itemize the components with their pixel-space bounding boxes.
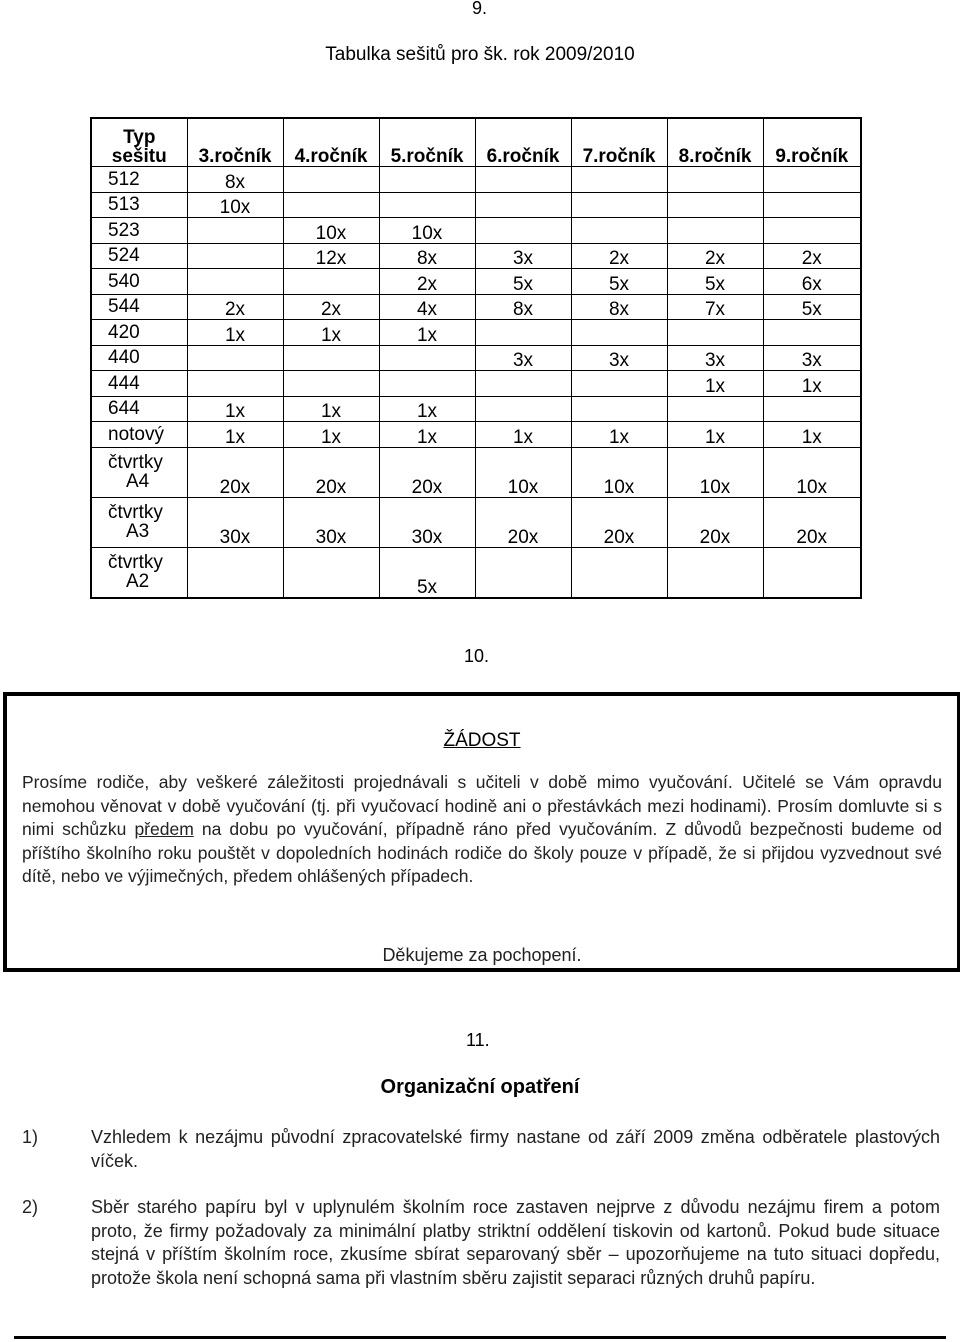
- quantity-cell: 1x: [475, 422, 571, 448]
- quantity-cell: 10x: [475, 447, 571, 497]
- quantity-cell: [379, 371, 475, 397]
- notebook-type-line2: A2: [126, 571, 150, 592]
- table-row: [91, 320, 861, 346]
- quantity-cell: [571, 167, 667, 193]
- quantity-cell: [283, 371, 379, 397]
- quantity-cell: 1x: [571, 422, 667, 448]
- quantity-cell: 2x: [667, 243, 763, 269]
- table-row: [91, 192, 861, 218]
- notebook-type-cell: [91, 447, 187, 497]
- quantity-cell: [667, 218, 763, 244]
- quantity-cell: [283, 192, 379, 218]
- quantity-cell: 3x: [475, 345, 571, 371]
- quantity-cell: 5x: [763, 294, 861, 320]
- notebook-table: [90, 117, 862, 599]
- quantity-cell: [475, 167, 571, 193]
- quantity-cell: 20x: [475, 497, 571, 547]
- header-grade: 5.ročník: [379, 118, 475, 167]
- request-text-part2: na dobu po vyučování, případně ráno před vyučováním. Z důvodů bezpečnosti budeme od příštího školního roku pouštět v dopoledních hodinách rodiče do školy pouze v případě, že si přijdou vyzvednout své dítě, nebo ve výjimečných, předem ohlášených případech.: [22, 819, 942, 886]
- quantity-cell: 1x: [187, 396, 283, 422]
- request-text: [22, 771, 942, 889]
- quantity-cell: 20x: [187, 447, 283, 497]
- quantity-cell: [763, 547, 861, 598]
- quantity-cell: 1x: [379, 396, 475, 422]
- measure-item-number: 1): [22, 1127, 39, 1147]
- notebook-type-cell: 644: [91, 396, 187, 422]
- quantity-cell: [571, 371, 667, 397]
- table-row: [91, 269, 861, 295]
- notebook-type-cell: 544: [91, 294, 187, 320]
- quantity-cell: 8x: [571, 294, 667, 320]
- quantity-cell: 4x: [379, 294, 475, 320]
- measure-item-1: [22, 1126, 940, 1173]
- quantity-cell: 8x: [475, 294, 571, 320]
- quantity-cell: 20x: [763, 497, 861, 547]
- quantity-cell: 3x: [763, 345, 861, 371]
- header-type-line1: Typ: [123, 127, 156, 148]
- bottom-rule: [14, 1336, 946, 1339]
- quantity-cell: [379, 167, 475, 193]
- quantity-cell: 5x: [667, 269, 763, 295]
- quantity-cell: 5x: [379, 547, 475, 598]
- notebook-type-cell: 540: [91, 269, 187, 295]
- measure-item-text: Vzhledem k nezájmu původní zpracovatelské firmy nastane od září 2009 změna odběratele plastových víček.: [91, 1127, 940, 1171]
- quantity-cell: 10x: [187, 192, 283, 218]
- quantity-cell: [667, 192, 763, 218]
- measure-item-number: 2): [22, 1197, 39, 1217]
- table-header-row: [91, 118, 861, 167]
- quantity-cell: 10x: [667, 447, 763, 497]
- quantity-cell: 7x: [667, 294, 763, 320]
- table-row: [91, 497, 861, 547]
- quantity-cell: [283, 269, 379, 295]
- section-9-number: 9.: [472, 0, 488, 18]
- quantity-cell: 5x: [475, 269, 571, 295]
- quantity-cell: 30x: [187, 497, 283, 547]
- quantity-cell: [571, 192, 667, 218]
- quantity-cell: [763, 396, 861, 422]
- quantity-cell: 1x: [667, 371, 763, 397]
- quantity-cell: [667, 320, 763, 346]
- quantity-cell: 20x: [379, 447, 475, 497]
- header-grade: 7.ročník: [571, 118, 667, 167]
- request-text-part1: Prosíme rodiče, aby veškeré záležitosti projednávali s učiteli v době mimo vyučování. Učitelé se Vám opravdu nemohou věnovat v době vyučování (tj. při vyučovací hodině ani o přestávkách mezi hodinami). Prosím domluvte si s nimi schůzku: [22, 772, 942, 839]
- notebook-type-cell: 513: [91, 192, 187, 218]
- quantity-cell: 1x: [187, 422, 283, 448]
- table-row: [91, 345, 861, 371]
- quantity-cell: 20x: [571, 497, 667, 547]
- quantity-cell: [475, 547, 571, 598]
- quantity-cell: 1x: [763, 422, 861, 448]
- table-row: [91, 371, 861, 397]
- quantity-cell: [763, 167, 861, 193]
- quantity-cell: 30x: [379, 497, 475, 547]
- request-title: ŽÁDOST: [443, 730, 521, 751]
- notebook-type-line1: čtvrtky: [108, 552, 163, 573]
- header-grade: 3.ročník: [187, 118, 283, 167]
- quantity-cell: [571, 547, 667, 598]
- quantity-cell: 1x: [379, 320, 475, 346]
- quantity-cell: 10x: [571, 447, 667, 497]
- notebook-type-cell: 523: [91, 218, 187, 244]
- quantity-cell: 8x: [379, 243, 475, 269]
- header-grade: 4.ročník: [283, 118, 379, 167]
- header-grade: 6.ročník: [475, 118, 571, 167]
- quantity-cell: 20x: [283, 447, 379, 497]
- quantity-cell: [763, 320, 861, 346]
- quantity-cell: 20x: [667, 497, 763, 547]
- quantity-cell: [283, 345, 379, 371]
- quantity-cell: [667, 547, 763, 598]
- quantity-cell: [187, 371, 283, 397]
- quantity-cell: [379, 192, 475, 218]
- notebook-type-line1: čtvrtky: [108, 502, 163, 523]
- quantity-cell: [475, 371, 571, 397]
- quantity-cell: 30x: [283, 497, 379, 547]
- quantity-cell: [379, 345, 475, 371]
- quantity-cell: [283, 167, 379, 193]
- quantity-cell: [475, 192, 571, 218]
- request-box: [3, 692, 960, 972]
- quantity-cell: [763, 192, 861, 218]
- request-thanks: Děkujeme za pochopení.: [382, 945, 582, 965]
- quantity-cell: [571, 320, 667, 346]
- measure-item-2: [22, 1196, 940, 1290]
- notebook-type-cell: 524: [91, 243, 187, 269]
- notebook-type-line2: A4: [126, 471, 150, 492]
- quantity-cell: 3x: [667, 345, 763, 371]
- table-row: [91, 294, 861, 320]
- quantity-cell: [187, 345, 283, 371]
- quantity-cell: [475, 218, 571, 244]
- request-text-underlined: předem: [134, 819, 194, 839]
- quantity-cell: 3x: [571, 345, 667, 371]
- header-grade: 8.ročník: [667, 118, 763, 167]
- quantity-cell: [187, 218, 283, 244]
- notebook-type-line2: A3: [126, 521, 150, 542]
- table-row: [91, 447, 861, 497]
- notebook-type-cell: notový: [91, 422, 187, 448]
- table-row: [91, 547, 861, 598]
- section-11-number: 11.: [466, 1030, 490, 1050]
- quantity-cell: [667, 167, 763, 193]
- quantity-cell: 2x: [187, 294, 283, 320]
- quantity-cell: [667, 396, 763, 422]
- quantity-cell: 1x: [283, 320, 379, 346]
- quantity-cell: [571, 218, 667, 244]
- notebook-type-cell: 440: [91, 345, 187, 371]
- quantity-cell: 10x: [379, 218, 475, 244]
- table-row: [91, 396, 861, 422]
- notebook-type-cell: 420: [91, 320, 187, 346]
- notebook-type-cell: [91, 547, 187, 598]
- section-10-number: 10.: [464, 646, 490, 666]
- header-type: [91, 118, 187, 167]
- quantity-cell: [475, 320, 571, 346]
- quantity-cell: 1x: [283, 422, 379, 448]
- quantity-cell: 1x: [379, 422, 475, 448]
- notebook-type-line1: čtvrtky: [108, 452, 163, 473]
- quantity-cell: 8x: [187, 167, 283, 193]
- quantity-cell: 12x: [283, 243, 379, 269]
- quantity-cell: 2x: [571, 243, 667, 269]
- quantity-cell: 1x: [763, 371, 861, 397]
- quantity-cell: [283, 547, 379, 598]
- header-type-line2: sešitu: [111, 146, 167, 167]
- quantity-cell: 5x: [571, 269, 667, 295]
- table-row: [91, 167, 861, 193]
- quantity-cell: [475, 396, 571, 422]
- measure-item-text: Sběr starého papíru byl v uplynulém školním roce zastaven nejprve z důvodu nezájmu firem a potom proto, že firmy požadovaly za minimální platby striktní oddělení tiskovin od kartonů. Pokud bude situace stejná v příštím školním roce, zkusíme sbírat separovaný sběr – upozorňujeme na tuto situaci dopředu, protože škola není schopná sama při vlastním sběru zajistit separaci různých druhů papíru.: [91, 1197, 940, 1288]
- quantity-cell: 6x: [763, 269, 861, 295]
- quantity-cell: 1x: [187, 320, 283, 346]
- notebook-table-title: Tabulka sešitů pro šk. rok 2009/2010: [325, 44, 635, 65]
- header-grade: 9.ročník: [763, 118, 861, 167]
- quantity-cell: [187, 547, 283, 598]
- table-row: [91, 422, 861, 448]
- quantity-cell: 2x: [283, 294, 379, 320]
- quantity-cell: [187, 269, 283, 295]
- quantity-cell: [187, 243, 283, 269]
- quantity-cell: [571, 396, 667, 422]
- organizational-measures-title: Organizační opatření: [380, 1076, 580, 1098]
- quantity-cell: 10x: [283, 218, 379, 244]
- notebook-type-cell: 512: [91, 167, 187, 193]
- quantity-cell: 2x: [763, 243, 861, 269]
- quantity-cell: [763, 218, 861, 244]
- table-row: [91, 243, 861, 269]
- notebook-type-cell: [91, 497, 187, 547]
- quantity-cell: 3x: [475, 243, 571, 269]
- quantity-cell: 2x: [379, 269, 475, 295]
- quantity-cell: 1x: [283, 396, 379, 422]
- quantity-cell: 1x: [667, 422, 763, 448]
- quantity-cell: 10x: [763, 447, 861, 497]
- table-row: [91, 218, 861, 244]
- notebook-type-cell: 444: [91, 371, 187, 397]
